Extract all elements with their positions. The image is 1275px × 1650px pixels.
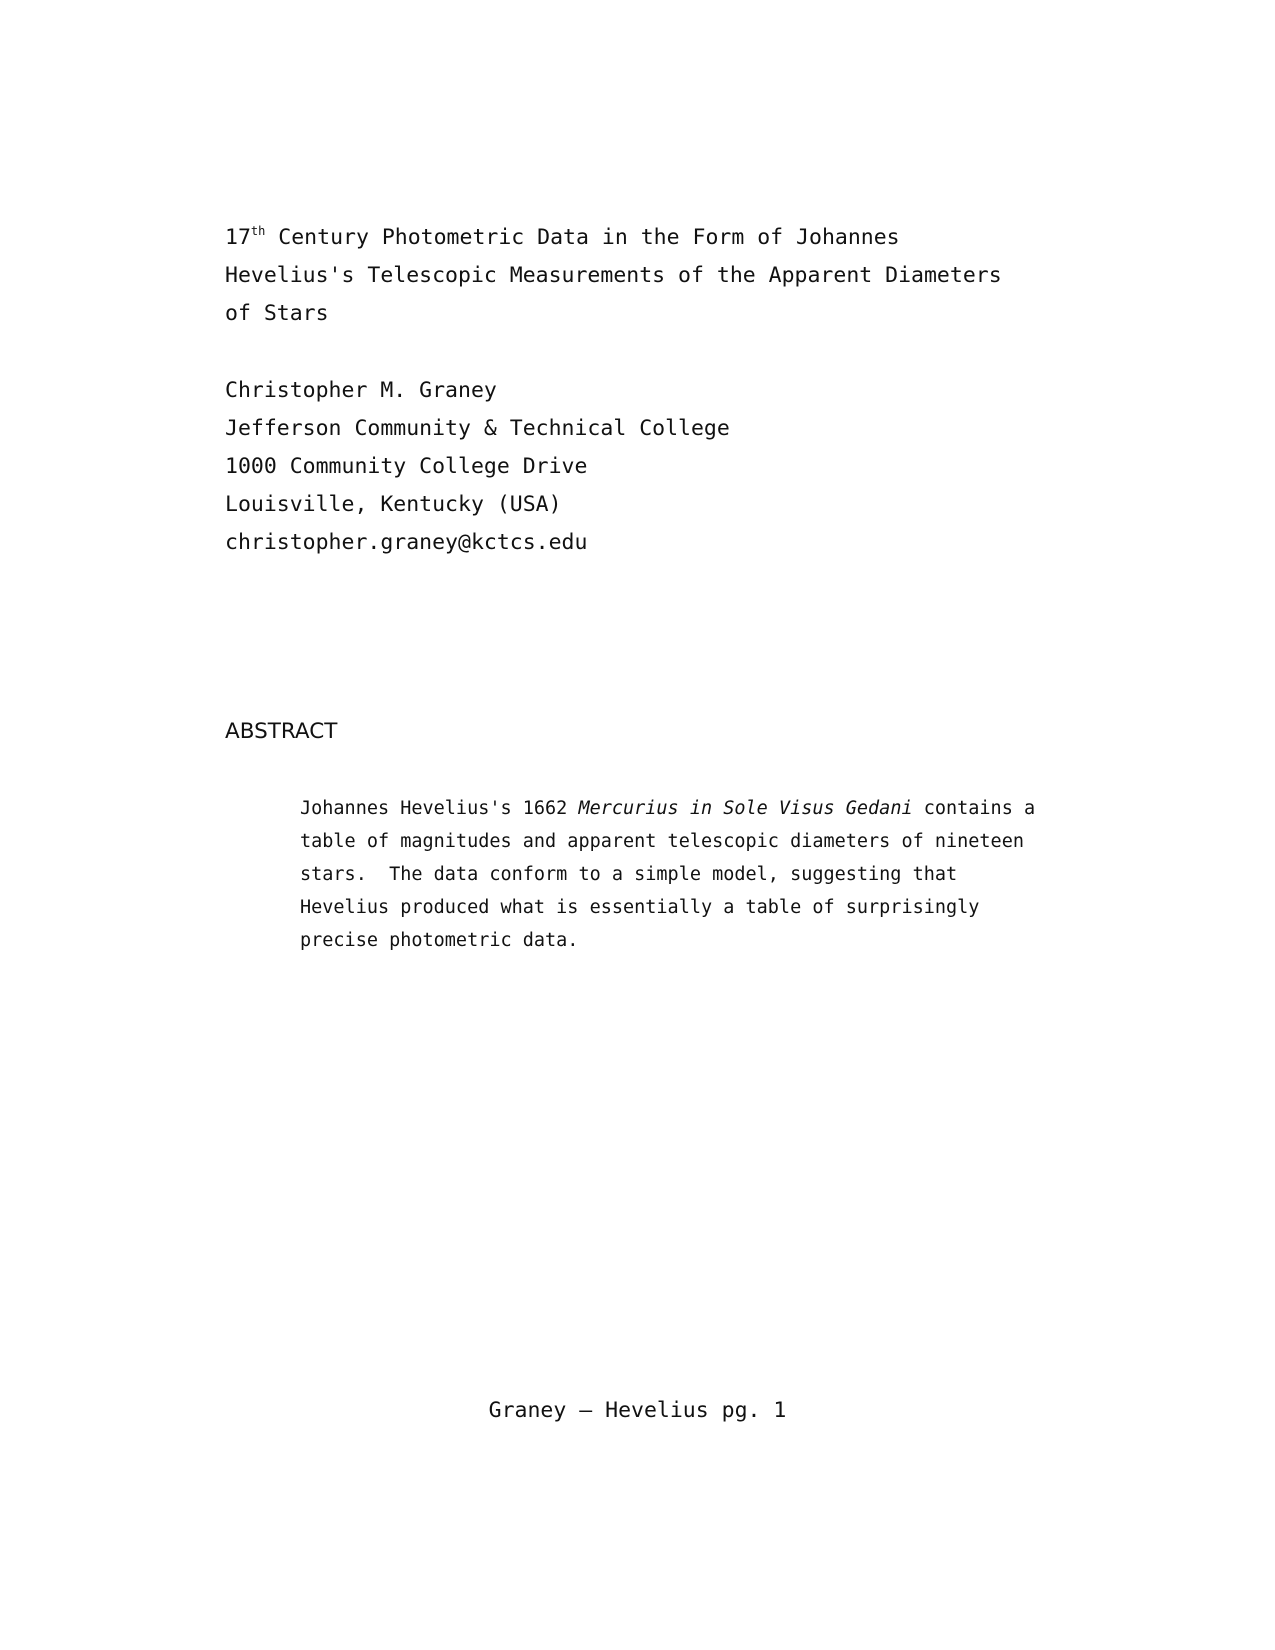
author-street: 1000 Community College Drive [225,454,588,479]
title-superscript: th [250,224,266,238]
title-number: 17 [225,225,251,250]
author-name: Christopher M. Graney [225,378,497,403]
abstract-line-5: precise photometric data. [300,930,579,951]
abstract-line-1 [300,792,1060,825]
title-line-2: Hevelius's Telescopic Measurements of the Apparent Diameters [225,263,1002,288]
paper-title [225,219,1065,333]
author-city: Louisville, Kentucky (USA) [225,492,562,517]
book-title-italic: Mercurius in Sole Visus Gedani [578,798,913,819]
abstract-line-3: stars. The data conform to a simple model, suggesting that [300,864,958,885]
abstract-line-1-start: Johannes Hevelius's 1662 [300,798,579,819]
author-info [225,372,1065,562]
author-email: christopher.graney@kctcs.edu [225,530,588,555]
abstract-body [300,792,1060,957]
title-line-1-rest: Century Photometric Data in the Form of Johannes [265,225,900,250]
title-line-3: of Stars [225,301,329,326]
page-footer: Graney – Hevelius pg. 1 [488,1398,787,1423]
abstract-heading: ABSTRACT [225,719,338,744]
title-line-1 [225,219,1065,257]
author-institution: Jefferson Community & Technical College [225,416,730,441]
abstract-line-4: Hevelius produced what is essentially a table of surprisingly [300,897,980,918]
abstract-line-1-end: contains a [912,798,1036,819]
abstract-line-2: table of magnitudes and apparent telescopic diameters of nineteen [300,831,1024,852]
